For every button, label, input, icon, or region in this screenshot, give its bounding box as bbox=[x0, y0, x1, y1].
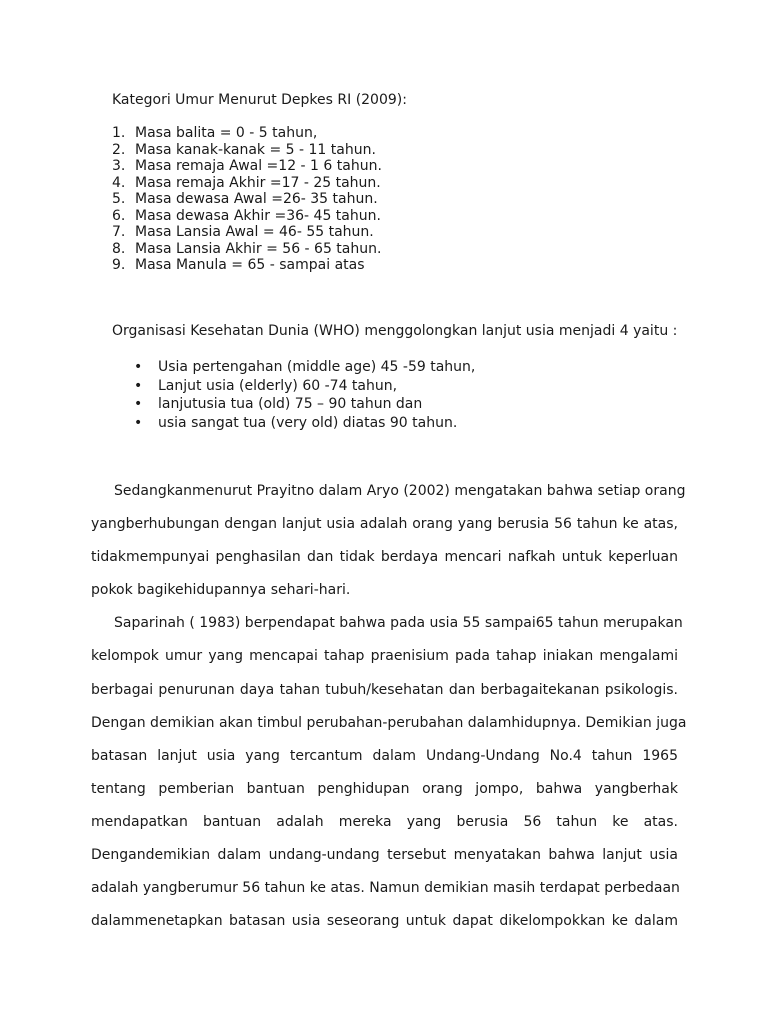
list-number: 4. bbox=[112, 174, 126, 191]
list-number: 1. bbox=[112, 125, 126, 141]
list-item bbox=[112, 257, 382, 274]
list-item-text: Masa dewasa Akhir =36- 45 tahun. bbox=[135, 207, 381, 224]
bullet-icon: • bbox=[134, 359, 143, 375]
paragraph-line: dalammenetapkan batasan usia seseorang untuk dapat dikelompokkan ke dalam bbox=[91, 913, 678, 930]
paragraph-line: batasan lanjut usia yang tercantum dalam Undang-Undang No.4 tahun 1965 bbox=[91, 747, 678, 764]
paragraph-line: yangberhubungan dengan lanjut usia adalah orang yang berusia 56 tahun ke atas, bbox=[91, 516, 678, 533]
age-category-list bbox=[112, 125, 382, 274]
list-item bbox=[112, 142, 382, 159]
list-number: 6. bbox=[112, 207, 126, 224]
list-item bbox=[134, 377, 475, 396]
list-item bbox=[134, 414, 475, 433]
who-intro-paragraph: Organisasi Kesehatan Dunia (WHO) menggolongkan lanjut usia menjadi 4 yaitu : bbox=[112, 323, 678, 339]
paragraph-line: Dengan demikian akan timbul perubahan-perubahan dalamhidupnya. Demikian juga bbox=[91, 714, 687, 731]
paragraph-line: tentang pemberian bantuan penghidupan orang jompo, bahwa yangberhak bbox=[91, 780, 678, 797]
list-item-text: Masa dewasa Awal =26- 35 tahun. bbox=[135, 191, 378, 207]
list-item bbox=[112, 191, 382, 208]
list-number: 5. bbox=[112, 191, 126, 207]
list-item-text: usia sangat tua (very old) diatas 90 tahun. bbox=[158, 414, 458, 431]
bullet-icon: • bbox=[134, 396, 143, 412]
list-item bbox=[134, 358, 475, 377]
paragraph-line: tidakmempunyai penghasilan dan tidak berdaya mencari nafkah untuk keperluan bbox=[91, 549, 678, 566]
list-number: 7. bbox=[112, 224, 126, 240]
paragraph-line: pokok bagikehidupannya sehari-hari. bbox=[91, 582, 351, 599]
list-item bbox=[112, 158, 382, 175]
list-item-text: lanjutusia tua (old) 75 – 90 tahun dan bbox=[158, 396, 423, 412]
list-item-text: Masa Manula = 65 - sampai atas bbox=[135, 257, 365, 273]
list-item-text: Masa Lansia Akhir = 56 - 65 tahun. bbox=[135, 240, 382, 257]
paragraph-line: Sedangkanmenurut Prayitno dalam Aryo (2002) mengatakan bahwa setiap orang bbox=[114, 483, 686, 499]
list-item-text: Masa balita = 0 - 5 tahun, bbox=[135, 125, 318, 141]
list-item bbox=[112, 241, 382, 258]
who-category-list bbox=[134, 358, 475, 432]
list-item bbox=[112, 224, 382, 241]
list-item-text: Lanjut usia (elderly) 60 -74 tahun, bbox=[158, 377, 398, 394]
bullet-icon: • bbox=[134, 414, 143, 431]
paragraph-line: Saparinah ( 1983) berpendapat bahwa pada usia 55 sampai65 tahun merupakan bbox=[114, 615, 683, 632]
list-item-text: Masa remaja Akhir =17 - 25 tahun. bbox=[135, 174, 381, 191]
paragraph-line: adalah yangberumur 56 tahun ke atas. Namun demikian masih terdapat perbedaan bbox=[91, 880, 680, 897]
list-item bbox=[112, 125, 382, 142]
list-item bbox=[112, 175, 382, 192]
bullet-icon: • bbox=[134, 377, 143, 394]
paragraph-line: kelompok umur yang mencapai tahap praenisium pada tahap iniakan mengalami bbox=[91, 648, 678, 665]
list-item-text: Masa kanak-kanak = 5 - 11 tahun. bbox=[135, 141, 376, 158]
paragraph-line: berbagai penurunan daya tahan tubuh/kesehatan dan berbagaitekanan psikologis. bbox=[91, 681, 678, 698]
list-item bbox=[112, 208, 382, 225]
paragraph-line: Dengandemikian dalam undang-undang tersebut menyatakan bahwa lanjut usia bbox=[91, 847, 678, 864]
list-item-text: Masa remaja Awal =12 - 1 6 tahun. bbox=[135, 158, 382, 174]
list-item bbox=[134, 395, 475, 414]
list-item-text: Masa Lansia Awal = 46- 55 tahun. bbox=[135, 224, 374, 240]
list-number: 8. bbox=[112, 240, 126, 257]
paragraph-line: mendapatkan bantuan adalah mereka yang berusia 56 tahun ke atas. bbox=[91, 813, 678, 830]
section-heading: Kategori Umur Menurut Depkes RI (2009): bbox=[112, 92, 407, 108]
list-item-text: Usia pertengahan (middle age) 45 -59 tahun, bbox=[158, 359, 476, 375]
body-paragraphs bbox=[91, 475, 687, 938]
list-number: 9. bbox=[112, 257, 126, 273]
list-number: 2. bbox=[112, 141, 126, 158]
list-number: 3. bbox=[112, 158, 126, 174]
